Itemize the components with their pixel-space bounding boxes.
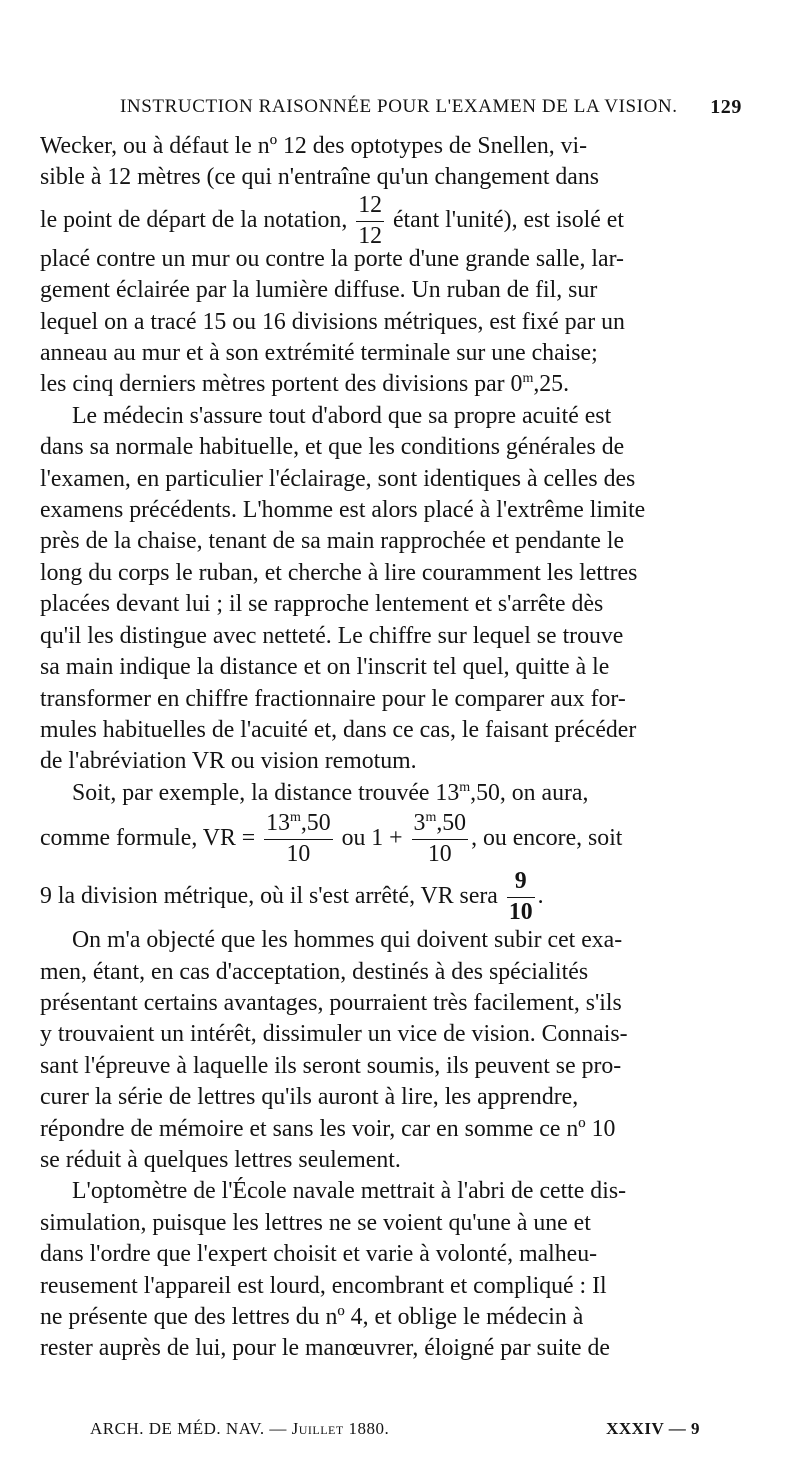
text-line: simulation, puisque les lettres ne se voient qu'une à une et	[40, 1209, 591, 1236]
body-text	[40, 131, 742, 1365]
text-line: gement éclairée par la lumière diffuse. Un ruban de fil, sur	[40, 277, 598, 304]
text-line: transformer en chiffre fractionnaire pour le comparer aux for-	[40, 685, 626, 712]
text-line: mules habituelles de l'acuité et, dans ce cas, le faisant précéder	[40, 716, 637, 743]
page-footer	[90, 1416, 700, 1442]
text-line: lequel on a tracé 15 ou 16 divisions métriques, est fixé par un	[40, 308, 625, 335]
running-title: INSTRUCTION RAISONNÉE POUR L'EXAMEN DE LA VISION.	[120, 96, 678, 117]
text-line: Wecker, ou à défaut le nº 12 des optotypes de Snellen, vi-	[40, 133, 588, 159]
text-line: de l'abréviation VR ou vision remotum.	[40, 748, 417, 775]
text-line: On m'a objecté que les hommes qui doivent subir cet exa-	[72, 927, 623, 954]
text-line: dans sa normale habituelle, et que les conditions générales de	[40, 434, 625, 461]
text-line: se réduit à quelques lettres seulement.	[40, 1146, 401, 1173]
text-line: examens précédents. L'homme est alors placé à l'extrême limite	[40, 497, 646, 524]
text-line: Soit, par exemple, la distance trouvée 13$^m$,50, on aura,	[72, 779, 589, 806]
fraction-denominator: 10	[508, 899, 533, 926]
text-line: long du corps le ruban, et cherche à lire couramment les lettres	[40, 559, 638, 586]
fraction-denominator: 12	[358, 222, 383, 249]
fraction-numerator: 12	[356, 194, 384, 222]
text-line: y trouvaient un intérêt, dissimuler un vice de vision. Connais-	[40, 1021, 628, 1048]
text-line: curer la série de lettres qu'ils auront à lire, les apprendre,	[40, 1084, 579, 1111]
fraction-denominator: 10	[427, 841, 452, 868]
text-line: sible à 12 mètres (ce qui n'entraîne qu'un changement dans	[40, 164, 600, 191]
paragraph-3	[40, 778, 742, 925]
text-line: dans l'ordre que l'expert choisit et varie à volonté, malheu-	[40, 1241, 598, 1268]
fraction-9-over-10	[507, 870, 535, 925]
formula-line: 9 la division métrique, où il s'est arrêté, VR sera $\frac{9}{10}$ .	[40, 868, 544, 926]
footer-signature: XXXIV — 9	[606, 1419, 700, 1438]
formula-line: comme formule, VR = $\frac{13^m,50}{10}$ ou 1 + $\frac{3^m,50}{10}$ , ou encore, soit	[40, 810, 623, 868]
text-line: répondre de mémoire et sans les voir, car en somme ce nº 10	[40, 1115, 616, 1142]
text-line-with-fraction: le point de départ de la notation, $\frac{12}{12}$ étant l'unité), est isolé et	[40, 191, 624, 249]
text-line: sa main indique la distance et on l'inscrit tel quel, quitte à le	[40, 654, 610, 681]
text-line: placé contre un mur ou contre la porte d'une grande salle, lar-	[40, 245, 624, 272]
text-line: anneau au mur et à son extrémité terminale sur une chaise;	[40, 340, 598, 367]
fraction-13m50-over-10	[264, 812, 332, 867]
paragraph-4	[40, 925, 742, 1176]
paragraph-1	[40, 131, 742, 401]
text-line: placées devant lui ; il se rapproche lentement et s'arrête dès	[40, 591, 604, 618]
text-line: reusement l'appareil est lourd, encombrant et compliqué : Il	[40, 1272, 607, 1299]
fraction-12-over-12	[356, 191, 384, 249]
fraction-numerator: 9	[507, 870, 535, 898]
fraction-denominator: 10	[286, 841, 311, 868]
paragraph-2	[40, 401, 742, 778]
text-line: men, étant, en cas d'acceptation, destinés à des spécialités	[40, 958, 589, 985]
fraction-numerator: 13$^m$,50	[264, 812, 332, 840]
text-line: qu'il les distingue avec netteté. Le chiffre sur lequel se trouve	[40, 622, 624, 649]
text-line: L'optomètre de l'École navale mettrait à l'abri de cette dis-	[72, 1178, 626, 1205]
page-number: 129	[710, 96, 742, 118]
text-line: sant l'épreuve à laquelle ils seront soumis, ils peuvent se pro-	[40, 1052, 622, 1079]
text-line: ne présente que des lettres du nº 4, et oblige le médecin à	[40, 1304, 584, 1330]
running-header	[40, 92, 742, 122]
text-line: rester auprès de lui, pour le manœuvrer, éloigné par suite de	[40, 1335, 610, 1362]
text-line: Le médecin s'assure tout d'abord que sa propre acuité est	[72, 402, 612, 429]
text-line: l'examen, en particulier l'éclairage, sont identiques à celles des	[40, 465, 636, 492]
footer-source: ARCH. DE MÉD. NAV. — Juillet 1880.	[90, 1419, 390, 1438]
text-line: présentant certains avantages, pourraient très facilement, s'ils	[40, 989, 622, 1016]
fraction-3m50-over-10	[412, 812, 469, 867]
text-line: les cinq derniers mètres portent des divisions par 0$^m$,25.	[40, 371, 570, 398]
fraction-numerator: 3$^m$,50	[412, 812, 469, 840]
text-line: près de la chaise, tenant de sa main rapprochée et pendante le	[40, 528, 625, 555]
paragraph-5	[40, 1176, 742, 1364]
